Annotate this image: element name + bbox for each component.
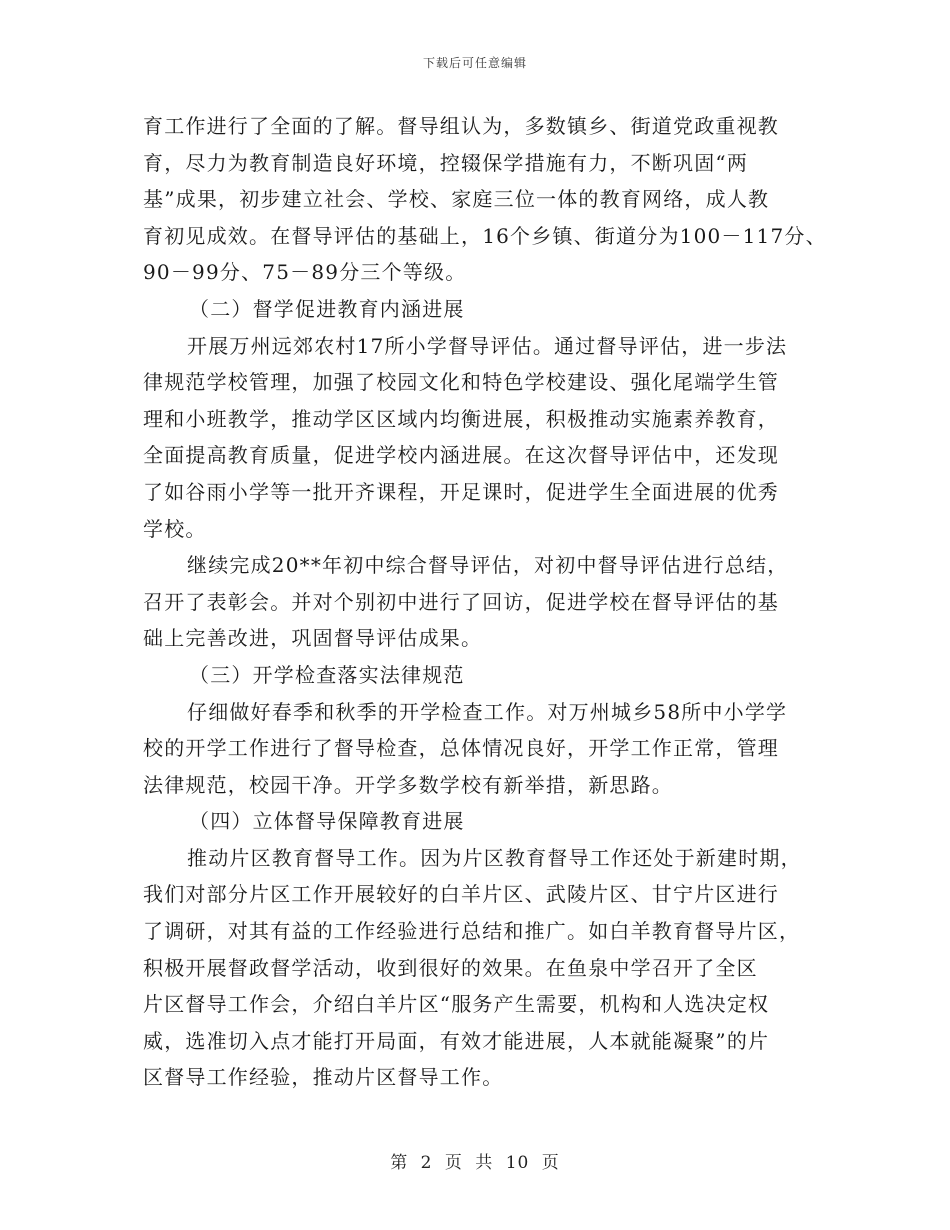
body-line: 召开了表彰会。并对个别初中进行了回访，促进学校在督导评估的基	[143, 589, 779, 614]
body-line: 础上完善改进，巩固督导评估成果。	[143, 626, 483, 651]
body-line: 基”成果，初步建立社会、学校、家庭三位一体的教育网络，成人教	[143, 187, 770, 212]
body-line: 威，选准切入点才能打开局面，有效才能进展，人本就能凝聚”的片	[143, 1028, 770, 1053]
document-body	[143, 108, 827, 1096]
body-line: 积极开展督政督学活动，收到很好的效果。在鱼泉中学召开了全区	[143, 955, 758, 980]
body-line: 了如谷雨小学等一批开齐课程，开足课时，促进学生全面进展的优秀	[143, 479, 779, 504]
body-line: 了调研，对其有益的工作经验进行总结和推广。如白羊教育督导片区，	[143, 919, 801, 944]
body-line: 我们对部分片区工作开展较好的白羊片区、武陵片区、甘宁片区进行	[143, 882, 779, 907]
body-line: 校的开学工作进行了督导检查，总体情况良好，开学工作正常，管理	[143, 736, 779, 761]
body-line: 90－99分、75－89分三个等级。	[143, 260, 467, 285]
body-line: 推动片区教育督导工作。因为片区教育督导工作还处于新建时期，	[187, 845, 802, 870]
body-line: 开展万州远郊农村17所小学督导评估。通过督导评估，进一步法	[187, 333, 788, 358]
body-line: 片区督导工作会，介绍白羊片区“服务产生需要，机构和人选决定权	[143, 992, 770, 1017]
section-heading: （四）立体督导保障教育进展	[189, 809, 465, 834]
body-line: 区督导工作经验，推动片区督导工作。	[143, 1065, 504, 1090]
page-header: 下载后可任意编辑	[422, 56, 527, 70]
body-line: 律规范学校管理，加强了校园文化和特色学校建设、强化尾端学生管	[143, 370, 779, 395]
body-line: 育初见成效。在督导评估的基础上，16个乡镇、街道分为100－117分、	[143, 223, 827, 248]
body-line: 理和小班教学，推动学区区域内均衡进展，积极推动实施素养教育，	[143, 406, 779, 431]
body-line: 继续完成20**年初中综合督导评估，对初中督导评估进行总结，	[187, 553, 789, 578]
body-line: 育，尽力为教育制造良好环境，控辍保学措施有力，不断巩固“两	[143, 150, 749, 175]
body-line: 学校。	[143, 516, 207, 541]
body-line: 法律规范，校园干净。开学多数学校有新举措，新思路。	[143, 772, 673, 797]
section-heading: （二）督学促进教育内涵进展	[189, 296, 465, 321]
body-line: 全面提高教育质量，促进学校内涵进展。在这次督导评估中，还发现	[143, 443, 779, 468]
body-line: 育工作进行了全面的了解。督导组认为，多数镇乡、街道党政重视教	[143, 114, 779, 138]
body-line: 仔细做好春季和秋季的开学检查工作。对万州城乡58所中小学学	[187, 699, 788, 724]
section-heading: （三）开学检查落实法律规范	[189, 662, 465, 687]
page-number-footer: 第 2 页 共 10 页	[390, 1153, 560, 1173]
